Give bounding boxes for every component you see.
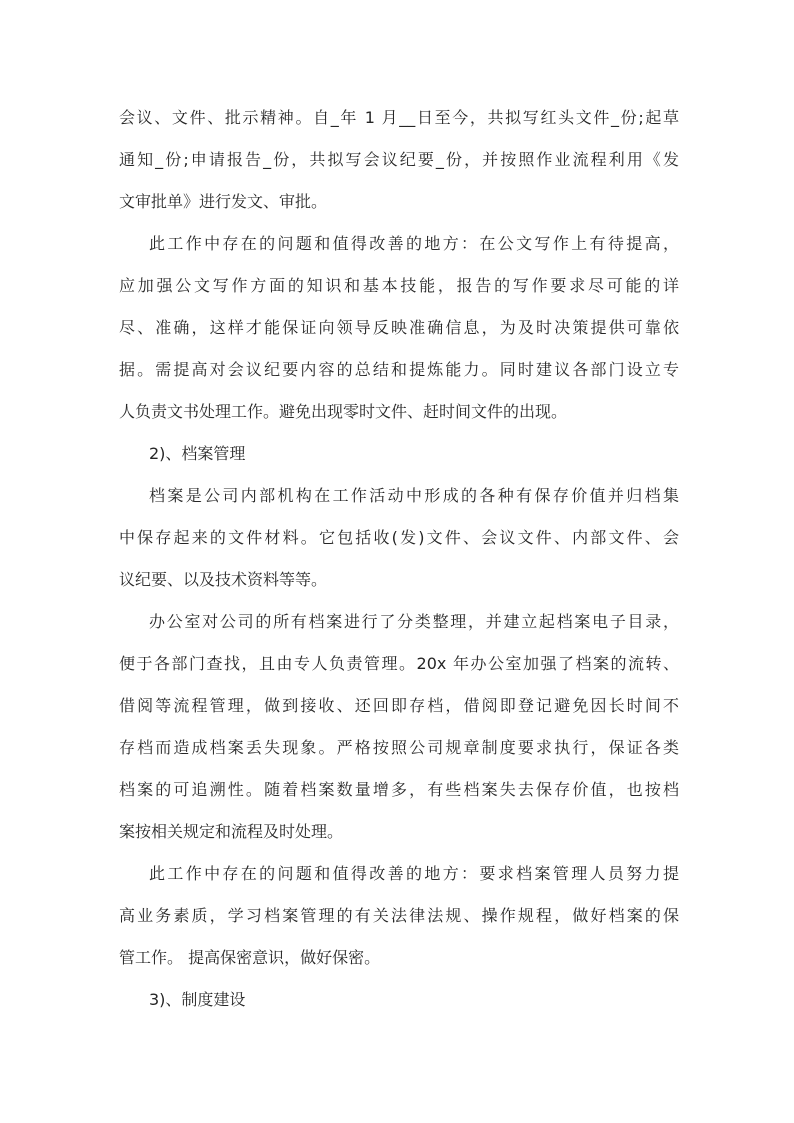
text-line: 文审批单》进行发文、审批。 — [119, 192, 328, 211]
text-line: 存档而造成档案丢失现象。严格按照公司规章制度要求执行，保证各类 — [119, 738, 679, 757]
text-line: 会议、文件、批示精神。自_年 1 月__日至今，共拟写红头文件_份;起草 — [119, 108, 679, 127]
text-line: 议纪要、以及技术资料等等。 — [119, 570, 328, 589]
text-line: 管工作。 提高保密意识，做好保密。 — [119, 948, 381, 967]
text-line: 此工作中存在的问题和值得改善的地方：在公文写作上有待提高， — [149, 234, 679, 253]
text-line: 办公室对公司的所有档案进行了分类整理，并建立起档案电子目录， — [149, 612, 679, 631]
section-heading: 3)、制度建设 — [149, 990, 246, 1009]
text-line: 尽、准确，这样才能保证向领导反映准确信息，为及时决策提供可靠依 — [119, 318, 679, 337]
text-line: 据。需提高对会议纪要内容的总结和提炼能力。同时建议各部门设立专 — [119, 360, 679, 379]
text-line: 应加强公文写作方面的知识和基本技能，报告的写作要求尽可能的详 — [119, 276, 679, 295]
text-line: 人负责文书处理工作。避免出现零时文件、赶时间文件的出现。 — [119, 402, 568, 421]
text-line: 档案的可追溯性。随着档案数量增多，有些档案失去保存价值，也按档 — [119, 780, 679, 799]
text-line: 通知_份;申请报告_份，共拟写会议纪要_份，并按照作业流程利用《发 — [119, 150, 679, 169]
text-line: 此工作中存在的问题和值得改善的地方：要求档案管理人员努力提 — [149, 864, 679, 883]
text-line: 高业务素质，学习档案管理的有关法律法规、操作规程，做好档案的保 — [119, 906, 679, 925]
section-heading: 2)、档案管理 — [149, 444, 246, 463]
text-line: 档案是公司内部机构在工作活动中形成的各种有保存价值并归档集 — [149, 486, 679, 505]
text-line: 借阅等流程管理，做到接收、还回即存档，借阅即登记避免因长时间不 — [119, 696, 679, 715]
text-line: 便于各部门查找，且由专人负责管理。20x 年办公室加强了档案的流转、 — [119, 654, 679, 673]
text-line: 案按相关规定和流程及时处理。 — [119, 822, 344, 841]
text-line: 中保存起来的文件材料。它包括收(发)文件、会议文件、内部文件、会 — [119, 528, 679, 547]
